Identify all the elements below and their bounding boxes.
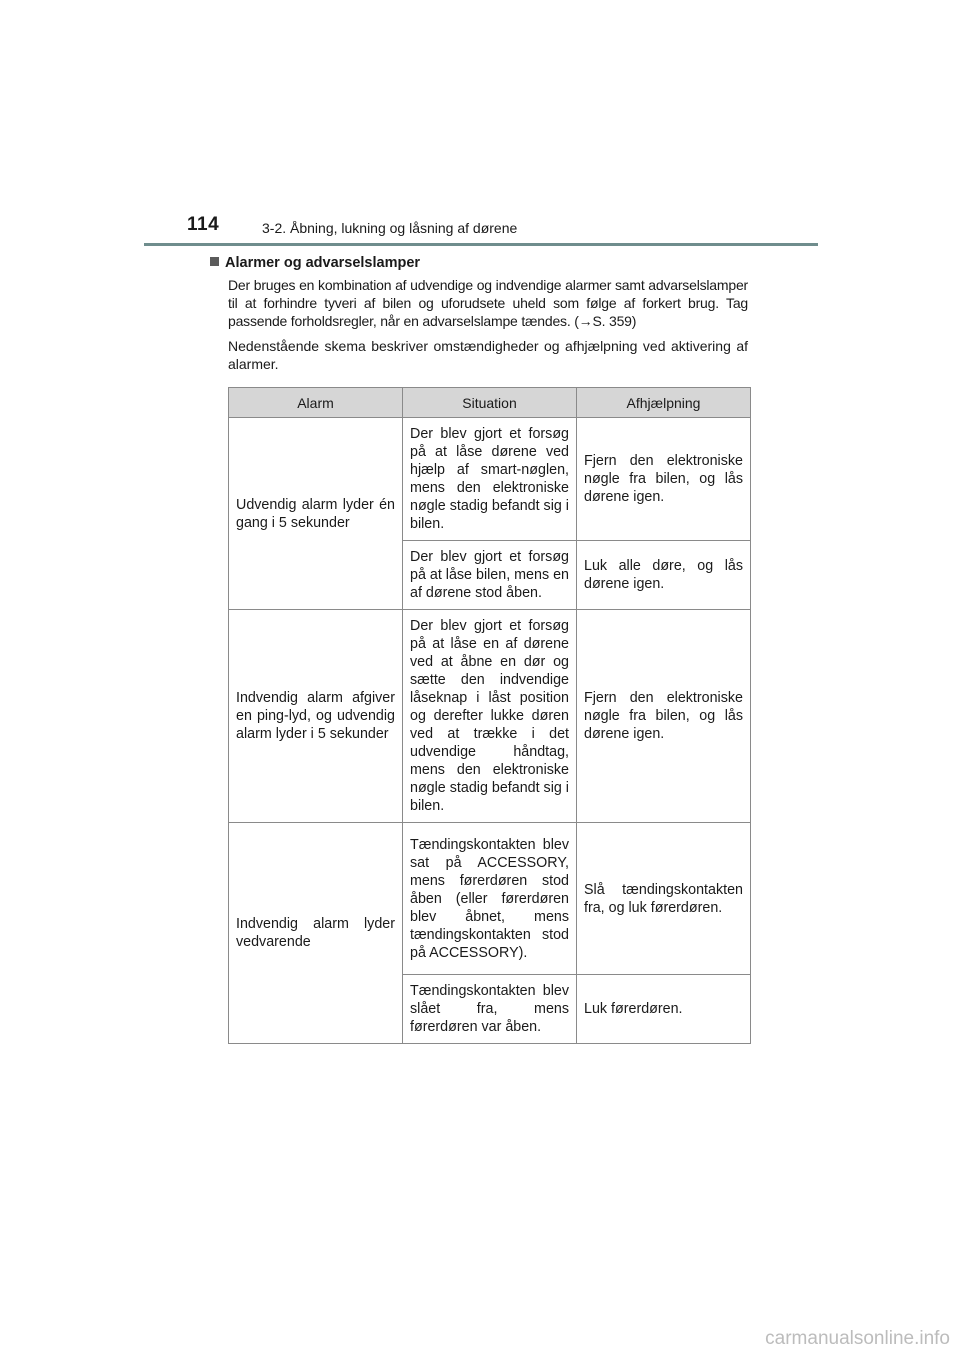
header-remedy: Afhjælpning <box>577 388 751 418</box>
situation-cell: Der blev gjort et forsøg på at låse bilen, mens en af dørene stod åben. <box>403 541 577 610</box>
section-title: 3-2. Åbning, lukning og låsning af dørene <box>262 220 518 236</box>
table-row <box>229 418 751 541</box>
alarm-table <box>228 387 751 1044</box>
remedy-cell: Slå tændingskontakten fra, og luk førerdøren. <box>577 823 751 975</box>
page-content <box>225 254 748 1044</box>
table-row <box>229 610 751 823</box>
situation-cell: Tændingskontakten blev slået fra, mens førerdøren var åben. <box>403 975 577 1044</box>
situation-cell: Der blev gjort et forsøg på at låse en af dørene ved at åbne en dør og sætte den indvendige låseknap i låst position og derefter lukke døren ved at trække i det udvendige håndtag, mens den elektroniske nøgle stadig befandt sig i bilen. <box>403 610 577 823</box>
alarm-cell: Udvendig alarm lyder én gang i 5 sekunder <box>229 418 403 610</box>
watermark: carmanualsonline.info <box>765 1328 950 1349</box>
table-row <box>229 823 751 975</box>
page-number: 114 <box>187 214 220 235</box>
remedy-cell: Luk alle døre, og lås dørene igen. <box>577 541 751 610</box>
alarm-cell: Indvendig alarm lyder vedvarende <box>229 823 403 1044</box>
intro-paragraph: Der bruges en kombination af udvendige og indvendige alarmer samt advarselslamper til at forhindre tyveri af bilen og uforudsete uheld som følge af forkert brug. Tag passende forholdsregler, når en advarselslampe tændes. (→S. 359) <box>228 277 748 329</box>
remedy-cell: Fjern den elektroniske nøgle fra bilen, og lås dørene igen. <box>577 418 751 541</box>
remedy-cell: Luk førerdøren. <box>577 975 751 1044</box>
header-alarm: Alarm <box>229 388 403 418</box>
alarm-cell: Indvendig alarm afgiver en ping-lyd, og udvendig alarm lyder i 5 sekunder <box>229 610 403 823</box>
table-intro-paragraph: Nedenstående skema beskriver omstændigheder og afhjælpning ved aktivering af alarmer. <box>228 338 748 372</box>
header-rule <box>144 243 818 246</box>
square-bullet-icon <box>210 257 219 266</box>
table-header-row <box>229 388 751 418</box>
situation-cell: Der blev gjort et forsøg på at låse dørene ved hjælp af smart-nøglen, mens den elektroniske nøgle stadig befandt sig i bilen. <box>403 418 577 541</box>
situation-cell: Tændingskontakten blev sat på ACCESSORY, mens førerdøren stod åben (eller førerdøren blev åbnet, mens tændingskontakten stod på ACCESSORY). <box>403 823 577 975</box>
section-heading <box>210 254 748 272</box>
remedy-cell: Fjern den elektroniske nøgle fra bilen, og lås dørene igen. <box>577 610 751 823</box>
header-situation: Situation <box>403 388 577 418</box>
heading-text: Alarmer og advarselslamper <box>225 255 421 271</box>
